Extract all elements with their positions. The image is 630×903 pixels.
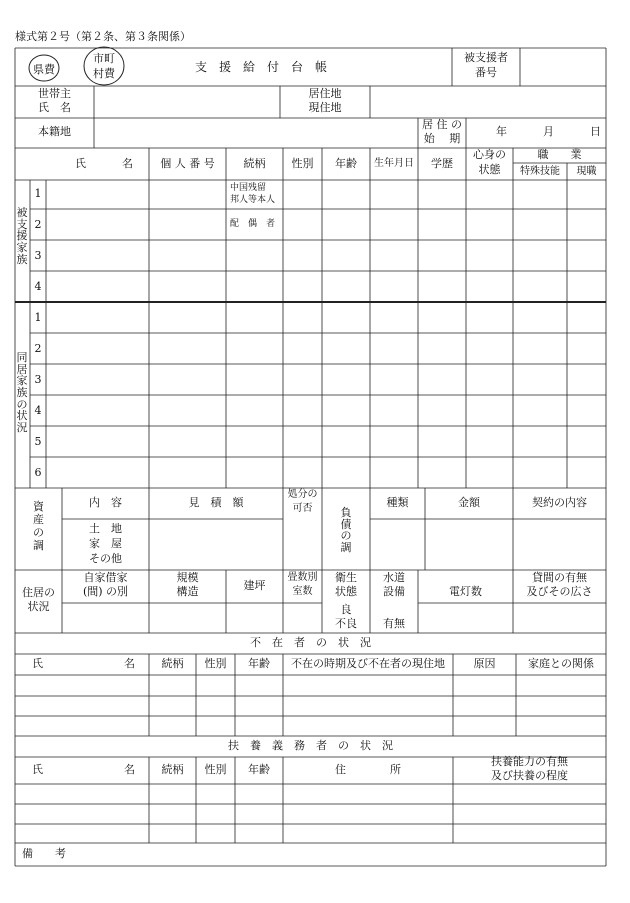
current-job-label: 現職 [576,166,597,177]
age-label: 年齢 [335,157,357,170]
supporters-title: 扶 養 義 務 者 の 状 況 [228,739,393,752]
remarks-label: 備 考 [22,847,66,860]
assets-estimate-label: 見 積 額 [188,496,244,509]
supported-row-number: 1 [34,187,42,200]
absentee-relationship-label: 続柄 [161,657,184,670]
absentee-period-label: 不在の時期及び不在者の現住地 [291,657,445,670]
day-label: 日 [590,125,601,138]
absentee-sex-label: 性別 [204,657,227,670]
cohabiting-row-number: 3 [34,373,42,386]
scale-label-2: 構造 [176,585,199,598]
supported-row-number: 3 [34,249,42,262]
water-label-1: 水道 [383,571,405,584]
lights-label: 電灯数 [449,585,482,598]
cohabiting-row-number: 6 [34,466,42,479]
debt-type-label: 種類 [386,496,409,509]
city-cost-stamp-bottom: 村費 [93,67,115,80]
supporter-relationship-label: 続柄 [161,763,184,776]
cohabiting-row-number: 2 [34,342,42,355]
debts-label: 負債の調 [340,506,352,554]
lease-label-2: 及びその広さ [526,585,593,598]
supporter-address-label: 住 所 [335,763,401,776]
supporter-age-label: 年齢 [248,763,270,776]
birth-date-label: 生年月日 [374,158,414,169]
tatami-label-2: 室数 [292,586,313,597]
supported-row-number: 4 [34,280,42,293]
cohabiting-row-number: 4 [34,404,42,417]
health-label-2: 状態 [478,163,501,176]
prefecture-cost-stamp: 県費 [33,63,55,76]
relation-spouse: 配 偶 者 [230,219,276,229]
lease-label-1: 貸間の有無 [532,571,587,584]
water-label-2: 設備 [383,585,405,598]
absentee-cause-label: 原因 [473,657,496,670]
absentee-age-label: 年齢 [248,657,270,670]
assets-disposal-label-2: 可否 [292,503,313,514]
assets-label-3: の [33,526,44,539]
supported-family-label: 被支援家族 [16,206,28,266]
head-of-household-label-2: 氏 名 [38,101,71,114]
assets-label-2: 産 [33,513,44,526]
residence-label-2: 現住地 [308,101,342,114]
relationship-label: 続柄 [243,157,266,170]
supporter-name-left: 氏 [32,763,43,776]
housing-label-2: 状況 [27,600,50,613]
asset-item-house: 家 屋 [89,537,122,550]
personal-number-label: 個 人 番 号 [160,157,215,170]
special-skill-label: 特殊技能 [520,166,560,177]
permanent-domicile-label: 本籍地 [38,125,71,138]
supported-row-number: 2 [34,218,42,231]
relation-self-2: 邦人等本人 [230,195,276,205]
absentee-family-relation-label: 家庭との関係 [528,657,594,670]
supporter-sex-label: 性別 [204,763,227,776]
year-label: 年 [496,125,507,138]
supporter-name-right: 名 [124,763,135,776]
residence-start-label-2: 始 期 [423,132,461,145]
health-label-1: 心身の [473,148,506,161]
debt-amount-label: 金額 [458,496,480,509]
cohabiting-row-number: 5 [34,435,42,448]
housing-label-1: 住居の [22,586,55,599]
page-title: 支 援 給 付 台 帳 [195,60,328,74]
recipient-number-label-1: 被支援者 [464,51,508,64]
absentees-title: 不 在 者 の 状 況 [250,636,371,649]
cohabiting-family-label: 同居家族の状況 [16,351,28,434]
cohabiting-row-number: 1 [34,311,42,324]
education-label: 学歴 [431,157,453,170]
residence-start-label-1: 居 住 の [422,118,462,131]
family-name-label-left: 氏 [75,157,86,170]
form-label: 様式第２号（第２条、第３条関係） [15,30,191,43]
assets-label-4: 調 [33,539,44,552]
occupation-label: 職 業 [537,148,582,161]
supporter-ability-label-2: 及び扶養の程度 [491,769,568,782]
relation-self-1: 中国残留 [230,183,267,193]
sanitation-bad: 不良 [335,617,357,630]
sanitation-label-1: 衛生 [335,571,357,584]
assets-disposal-label-1: 処分の [287,489,318,500]
family-name-label-right: 名 [122,157,133,170]
assets-content-label: 内 容 [89,496,122,509]
owned-rented-label-1: 自家借家 [83,571,128,584]
tatami-label-1: 畳数別 [287,572,318,583]
scale-label-1: 規模 [176,571,199,584]
absentee-name-right: 名 [124,657,135,670]
residence-label-1: 居住地 [308,87,342,100]
supporter-ability-label-1: 扶養能力の有無 [491,755,568,768]
sanitation-good: 良 [340,603,352,616]
floor-area-label: 建坪 [243,579,266,592]
recipient-number-label-2: 番号 [475,66,497,79]
head-of-household-label-1: 世帯主 [38,87,71,100]
asset-item-other: その他 [89,552,122,565]
asset-item-land: 土 地 [89,522,122,535]
assets-label-1: 資 [33,500,44,513]
owned-rented-label-2: (間) の別 [82,585,129,598]
absentee-name-left: 氏 [32,657,43,670]
debt-contract-label: 契約の内容 [532,496,587,509]
water-exists: 有無 [383,617,405,630]
month-label: 月 [543,125,554,138]
city-cost-stamp-top: 市町 [93,52,115,65]
sanitation-label-2: 状態 [335,585,357,598]
sex-label: 性別 [291,157,314,170]
